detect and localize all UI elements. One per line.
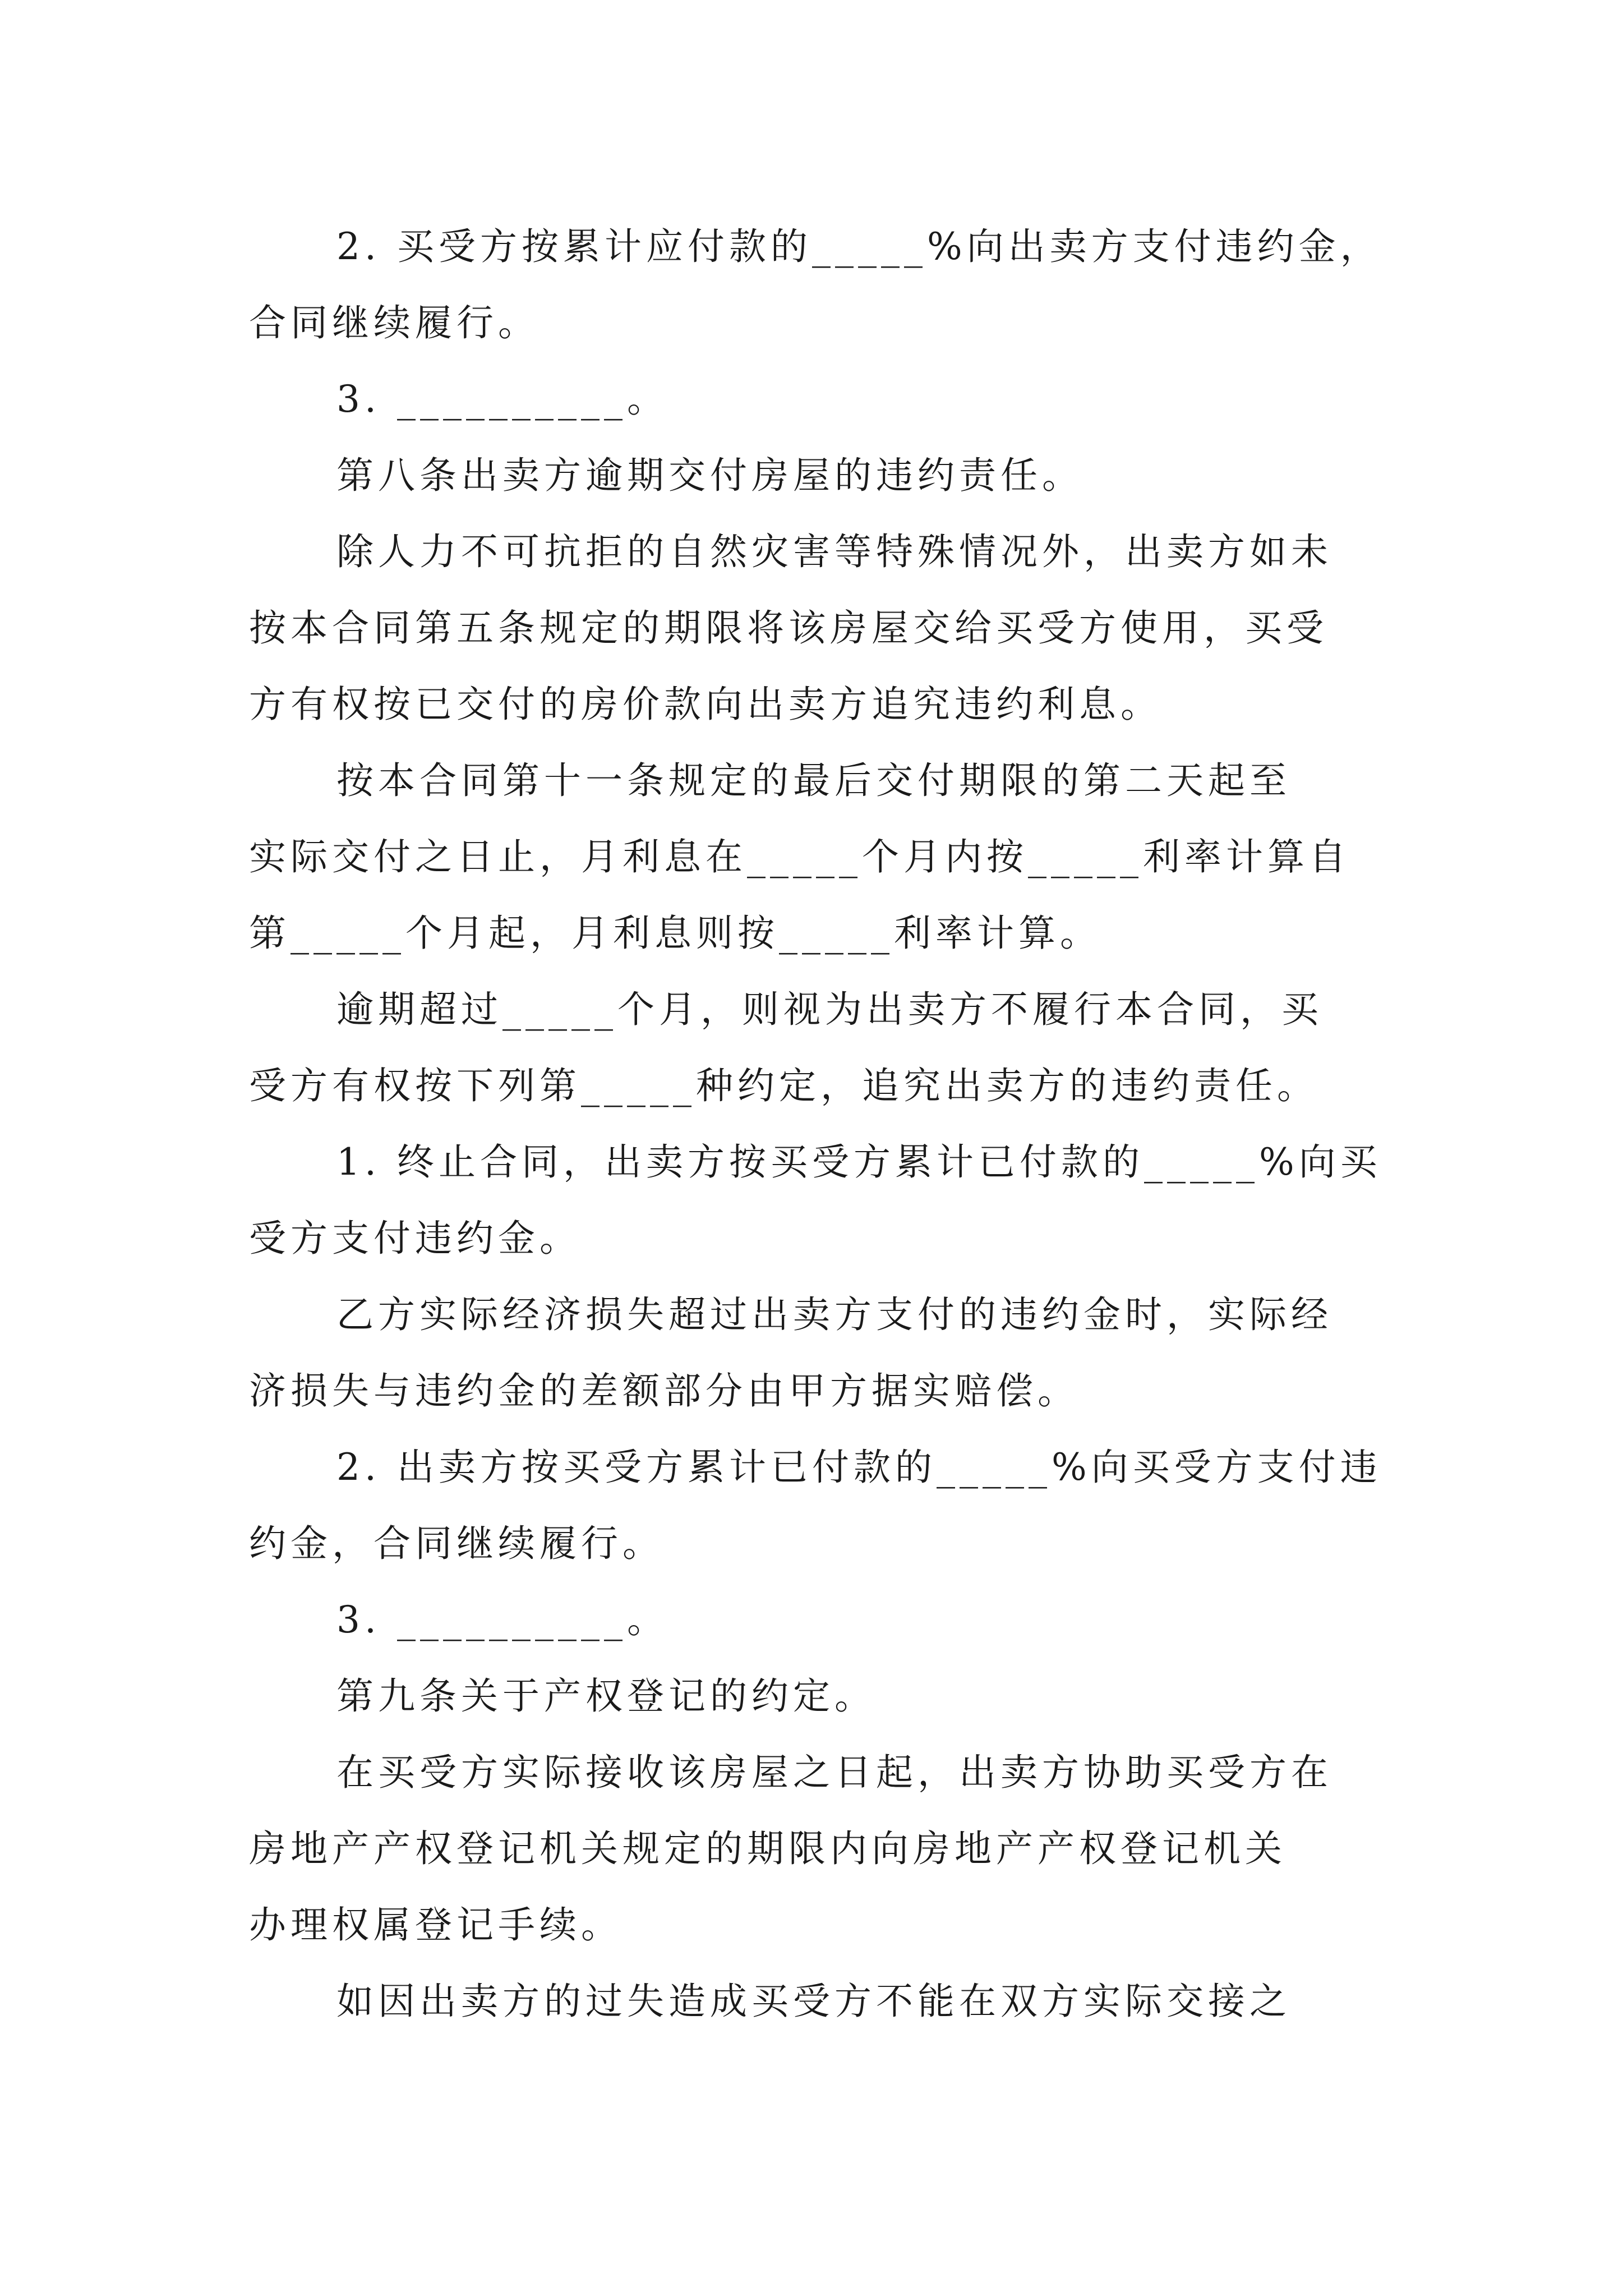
paragraph-line: 3. __________。 (336, 1598, 668, 1641)
paragraph-line: 合同继续履行。 (249, 301, 540, 344)
paragraph-line: 方有权按已交付的房价款向出卖方追究违约利息。 (249, 683, 1162, 726)
paragraph-line: 按本合同第十一条规定的最后交付期限的第二天起至 (336, 759, 1291, 802)
paragraph-line: 受方支付违约金。 (249, 1217, 581, 1260)
paragraph-line: 办理权属登记手续。 (249, 1903, 623, 1947)
section-heading: 第八条出卖方逾期交付房屋的违约责任。 (336, 454, 1083, 497)
section-heading: 第九条关于产权登记的约定。 (336, 1674, 876, 1718)
paragraph-line: 2. 买受方按累计应付款的_____%向出卖方支付违约金， (336, 225, 1382, 268)
paragraph-line: 按本合同第五条规定的期限将该房屋交给买受方使用，买受 (249, 606, 1328, 650)
paragraph-line: 受方有权按下列第_____种约定，追究出卖方的违约责任。 (249, 1064, 1318, 1107)
paragraph-line: 约金，合同继续履行。 (249, 1522, 664, 1565)
paragraph-line: 2. 出卖方按买受方累计已付款的_____%向买受方支付违 (336, 1446, 1382, 1489)
paragraph-line: 第_____个月起，月利息则按_____利率计算。 (249, 912, 1101, 955)
paragraph-line: 实际交付之日止，月利息在_____个月内按_____利率计算自 (249, 835, 1350, 878)
paragraph-line: 1. 终止合同，出卖方按买受方累计已付款的_____%向买 (336, 1140, 1382, 1184)
paragraph-line: 逾期超过_____个月，则视为出卖方不履行本合同，买 (336, 988, 1323, 1031)
paragraph-line: 乙方实际经济损失超过出卖方支付的违约金时，实际经 (336, 1293, 1332, 1336)
paragraph-line: 3. __________。 (336, 378, 668, 421)
paragraph-line: 在买受方实际接收该房屋之日起，出卖方协助买受方在 (336, 1751, 1332, 1794)
paragraph-line: 除人力不可抗拒的自然灾害等特殊情况外，出卖方如未 (336, 530, 1332, 573)
paragraph-line: 如因出卖方的过失造成买受方不能在双方实际交接之 (336, 1980, 1291, 2023)
paragraph-line: 济损失与违约金的差额部分由甲方据实赔偿。 (249, 1369, 1079, 1412)
paragraph-line: 房地产产权登记机关规定的期限内向房地产产权登记机关 (249, 1827, 1287, 1870)
